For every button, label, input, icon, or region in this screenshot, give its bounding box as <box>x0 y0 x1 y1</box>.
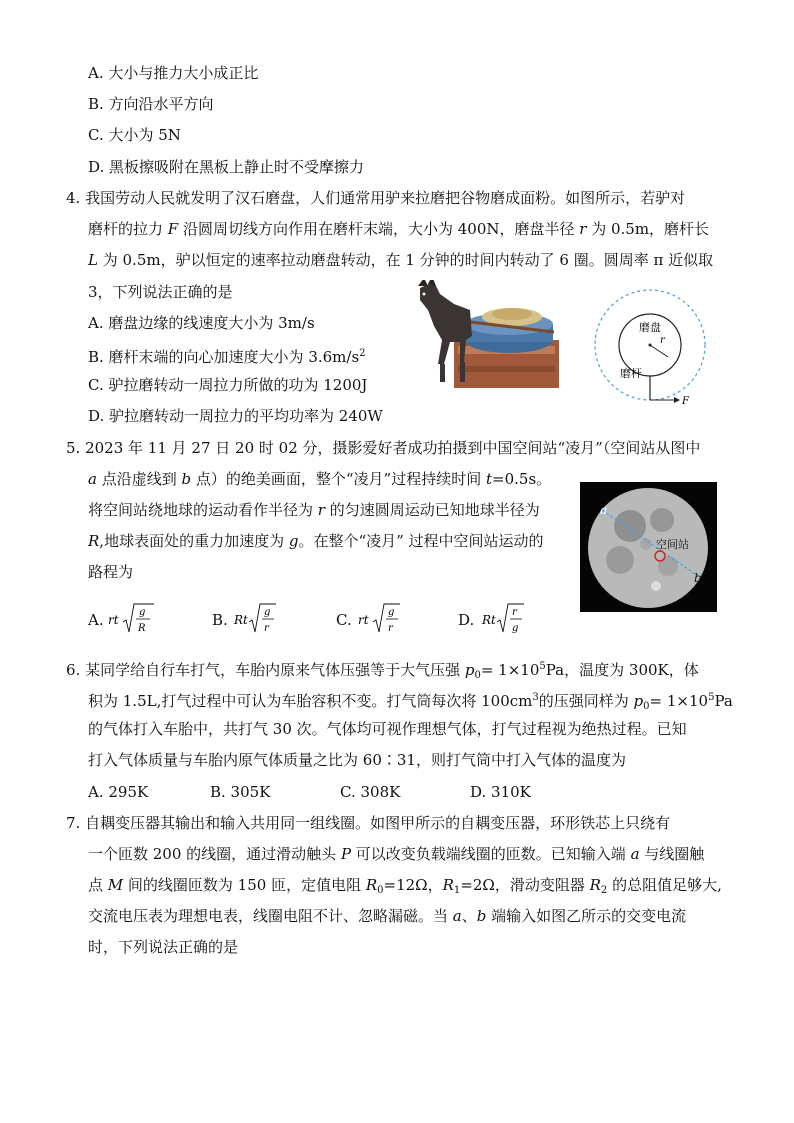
q3-option-c: C. 大小为 5N <box>88 126 181 144</box>
station-label: 空间站 <box>656 538 689 551</box>
q7-line-2 <box>88 844 704 864</box>
center-dot <box>649 344 652 347</box>
q7-text: 可以改变负载端线圈的匝数。已知输入端 <box>351 845 631 863</box>
q4-text: 磨杆的拉力 <box>88 220 168 238</box>
q5-option-c-label: C. <box>336 611 352 629</box>
q7-var: R <box>589 876 601 894</box>
q4-var-f: F <box>167 220 179 238</box>
svg-text:Rt: Rt <box>482 613 496 627</box>
q4-text: 沿圆周切线方向作用在磨杆末端，大小为 400N，磨盘半径 <box>178 220 580 238</box>
q6-text: = 1×10 <box>649 692 709 710</box>
millstone-diagram <box>588 283 713 408</box>
mill-base-rail <box>458 366 555 372</box>
q6-sup: 5 <box>539 661 546 672</box>
q6-option-b: B. 305K <box>210 783 271 801</box>
q5-text: ,地球表面处的重力加速度为 <box>99 532 289 550</box>
q5-option-c-formula <box>356 598 406 638</box>
svg-text:g: g <box>264 607 271 618</box>
q7-var: M <box>107 876 124 894</box>
q4-option-a: A. 磨盘边缘的线速度大小为 3m/s <box>88 314 315 332</box>
q6-option-a: A. 295K <box>88 783 149 801</box>
q7-text: 的总阻值足够大, <box>607 876 722 894</box>
moon-crater <box>651 581 661 591</box>
q7-line-1: 7. 自耦变压器其输出和输入共用同一组线圈。如图甲所示的自耦变压器，环形铁芯上只绕有 <box>66 814 671 832</box>
q5-line-1: 5. 2023 年 11 月 27 日 20 时 02 分，摄影爱好者成功拍摄到中国空间站“凌月”（空间站从图中 <box>66 439 701 457</box>
point-a-label: a <box>600 503 608 517</box>
q5-text: 的匀速圆周运动已知地球半径为 <box>324 501 540 519</box>
svg-text:g: g <box>139 607 146 618</box>
q5-line-2 <box>88 469 551 489</box>
q4-line-3 <box>88 250 713 270</box>
q3-option-a: A. 大小与推力大小成正比 <box>88 64 259 82</box>
r-label: r <box>660 335 665 346</box>
donkey-leg <box>440 364 445 382</box>
q6-text: Pa，温度为 300K，体 <box>545 661 699 679</box>
moon-mare <box>640 538 652 550</box>
q6-line-1 <box>66 657 699 686</box>
q6-sup: 3 <box>532 692 539 703</box>
svg-text:r: r <box>388 623 393 634</box>
svg-text:r: r <box>512 607 517 618</box>
moon-mare <box>658 556 678 576</box>
q7-sub: 2 <box>600 885 608 896</box>
q3-option-b: B. 方向沿水平方向 <box>88 95 214 113</box>
q6-text: 积为 1.5L,打气过程中可认为车胎容积不变。打气筒每次将 100cm <box>88 692 533 710</box>
q4-line-4: 3，下列说法正确的是 <box>88 283 233 301</box>
q5-text: 点沿虚线到 <box>96 470 182 488</box>
q6-var-p: p <box>633 692 644 710</box>
svg-text:Rt: Rt <box>234 613 248 627</box>
disk-label: 磨盘 <box>639 321 661 334</box>
q4-option-b <box>88 344 366 367</box>
donkey-leg <box>460 362 465 382</box>
q5-option-d-label: D. <box>458 611 475 629</box>
q7-text: 间的线圈匝数为 150 匝，定值电阻 <box>123 876 366 894</box>
q4-text: 为 0.5m，磨杆长 <box>586 220 710 238</box>
q5-var: t <box>485 470 493 488</box>
svg-text:rt: rt <box>358 613 369 627</box>
q6-var-p: p <box>464 661 475 679</box>
q5-text: =0.5s。 <box>492 470 552 488</box>
q7-var: P <box>340 845 352 863</box>
q5-line-4 <box>88 531 544 551</box>
q7-text: =2Ω，滑动变阻器 <box>460 876 590 894</box>
q6-line-4: 打入气体质量与车胎内原气体质量之比为 60∶31，则打气筒中打入气体的温度为 <box>88 751 626 769</box>
q5-var: g <box>288 532 299 550</box>
q7-text: =12Ω， <box>383 876 443 894</box>
force-arrowhead <box>674 397 680 403</box>
q6-text: Pa <box>714 692 733 710</box>
q5-text: 点）的绝美画面，整个“凌月”过程持续时间 <box>191 470 486 488</box>
q7-text: 端输入如图乙所示的交变电流 <box>486 907 687 925</box>
point-b-label: b <box>694 571 702 585</box>
q6-text: 的压强同样为 <box>538 692 634 710</box>
q7-var: a <box>630 845 640 863</box>
q5-option-d-formula <box>480 598 530 638</box>
q7-var: a <box>452 907 462 925</box>
moon-photo <box>580 482 717 612</box>
q4-var-r: r <box>579 220 587 238</box>
q5-text: 将空间站绕地球的运动看作半径为 <box>88 501 318 519</box>
q5-option-b-label: B. <box>212 611 228 629</box>
donkey-mill-illustration <box>414 280 564 392</box>
donkey-body <box>420 282 472 364</box>
q5-var: r <box>317 501 325 519</box>
q3-option-d: D. 黑板擦吸附在黑板上静止时不受摩擦力 <box>88 158 365 176</box>
q4-option-b-text: B. 磨杆末端的向心加速度大小为 3.6m/s <box>88 348 360 366</box>
radius-line <box>650 345 668 357</box>
force-label: F <box>682 396 689 407</box>
q5-line-5: 路程为 <box>88 563 134 581</box>
q7-text: 、 <box>461 907 477 925</box>
svg-text:R: R <box>138 623 146 634</box>
q5-option-a-label: A. <box>88 611 104 629</box>
q6-line-2 <box>88 688 733 717</box>
q7-var: b <box>476 907 487 925</box>
q4-line-2 <box>88 219 709 239</box>
q6-line-3: 的气体打入车胎中，共打气 30 次。气体均可视作理想气体，打气过程视为绝热过程。已知 <box>88 720 687 738</box>
q7-sub: 1 <box>453 885 461 896</box>
q5-var: R <box>88 532 100 550</box>
q6-sup: 5 <box>708 692 715 703</box>
q7-var: R <box>442 876 454 894</box>
q7-text: 一个匝数 200 的线圈，通过滑动触头 <box>88 845 341 863</box>
q7-sub: 0 <box>377 885 384 896</box>
q7-text: 与线圈触 <box>639 845 705 863</box>
q6-sub: 0 <box>474 670 481 681</box>
q5-text: 。在整个“凌月” 过程中空间站运动的 <box>298 532 544 550</box>
q4-option-b-sup: 2 <box>359 348 366 359</box>
q5-option-a-formula <box>106 598 156 638</box>
grain-top <box>492 308 532 320</box>
moon-mare <box>606 546 634 574</box>
q7-line-5: 时，下列说法正确的是 <box>88 938 239 956</box>
q4-line-1: 4. 我国劳动人民就发明了汉石磨盘，人们通常用驴来拉磨把谷物磨成面粉。如图所示，若驴对 <box>66 189 686 207</box>
q6-option-d: D. 310K <box>470 783 531 801</box>
q6-sub: 0 <box>643 701 650 712</box>
q7-line-4 <box>88 906 686 926</box>
donkey-ear <box>418 280 428 286</box>
q4-var-l: L <box>88 251 98 269</box>
q4-text: 为 0.5m，驴以恒定的速率拉动磨盘转动，在 1 分钟的时间内转动了 6 圈。圆周率 π 近似取 <box>97 251 714 269</box>
q6-text: 6. 某同学给自行车打气，车胎内原来气体压强等于大气压强 <box>66 661 465 679</box>
svg-text:rt: rt <box>108 613 119 627</box>
q5-line-3 <box>88 500 540 520</box>
q5-var: b <box>181 470 192 488</box>
q4-option-d: D. 驴拉磨转动一周拉力的平均功率为 240W <box>88 407 383 425</box>
q7-var: R <box>365 876 378 894</box>
q4-option-c: C. 驴拉磨转动一周拉力所做的功为 1200J <box>88 376 368 394</box>
q5-option-b-formula <box>232 598 282 638</box>
q7-text: 点 <box>88 876 108 894</box>
q7-line-3 <box>88 875 722 901</box>
donkey-eye <box>423 293 426 296</box>
q7-text: 交流电压表为理想电表，线圈电阻不计、忽略漏磁。当 <box>88 907 453 925</box>
q6-option-c: C. 308K <box>340 783 401 801</box>
svg-text:r: r <box>264 623 269 634</box>
rod-label: 磨杆 <box>620 367 642 380</box>
svg-text:g: g <box>512 623 519 634</box>
q5-var: a <box>88 470 97 488</box>
moon-mare <box>650 508 674 532</box>
svg-text:g: g <box>388 607 395 618</box>
q6-text: = 1×10 <box>480 661 540 679</box>
